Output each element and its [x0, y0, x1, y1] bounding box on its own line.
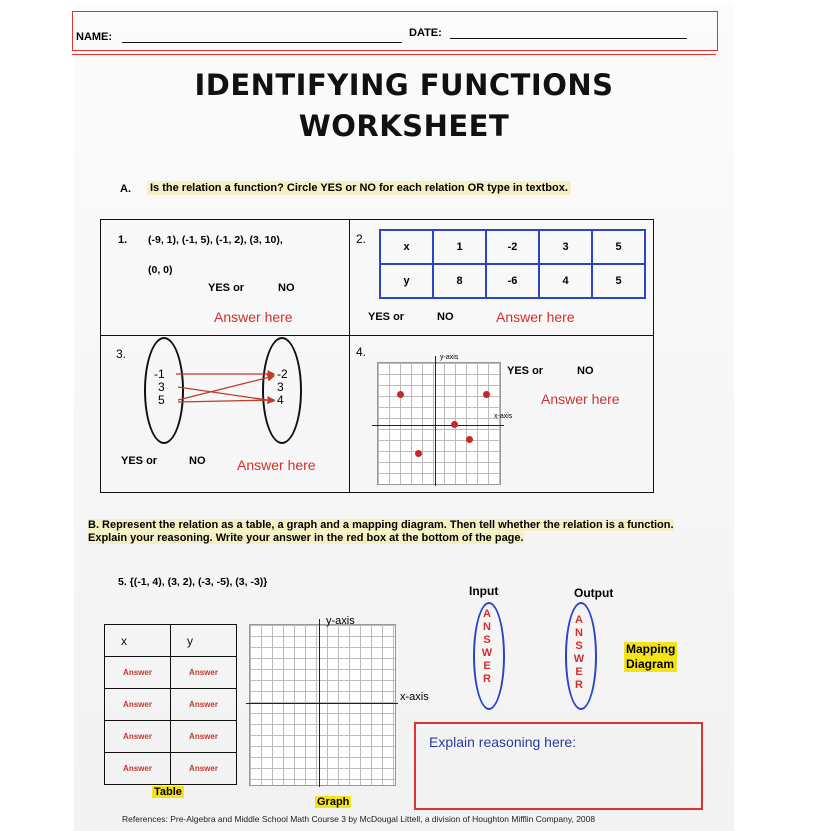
table-header-y: y — [171, 625, 237, 657]
problem1-number: 1. — [118, 234, 128, 246]
letter: N — [483, 621, 491, 633]
problem2-cell: x — [380, 230, 433, 264]
worksheet-page — [74, 4, 734, 831]
table-cell-answer[interactable]: Answer — [105, 689, 171, 721]
problem4-no[interactable]: NO — [577, 365, 594, 377]
problem2-cell: 1 — [433, 230, 486, 264]
header-box — [72, 11, 718, 51]
letter: E — [483, 660, 491, 672]
problem2-answer-field[interactable]: Answer here — [496, 309, 575, 325]
letter: S — [483, 634, 491, 646]
problem2-cell: y — [380, 264, 433, 298]
table-cell-answer[interactable]: Answer — [105, 721, 171, 753]
problem2-cell: 8 — [433, 264, 486, 298]
letter: W — [573, 653, 585, 665]
problem2-y-row — [380, 264, 645, 298]
problem3-answer-field[interactable]: Answer here — [237, 457, 316, 473]
problem2-cell: -6 — [486, 264, 539, 298]
table-header-row — [105, 625, 237, 657]
references-footer: References: Pre-Algebra and Middle School Math Course 3 by McDougal Littell, a division of Houghton Mifflin Company, 2008 — [122, 814, 596, 824]
section-a-instruction: Is the relation a function? Circle YES or NO for each relation OR type in textbox. — [147, 181, 571, 195]
letter: E — [575, 666, 583, 678]
graph-point — [451, 421, 458, 428]
graph-point — [415, 450, 422, 457]
problem4-yes[interactable]: YES or — [507, 365, 544, 377]
grid-vertical-divider — [349, 219, 350, 493]
domain-value: -1 — [154, 367, 165, 381]
table-cell-answer[interactable]: Answer — [105, 657, 171, 689]
problem2-cell: 5 — [592, 230, 645, 264]
name-label: NAME: — [76, 31, 113, 43]
problem2-yes[interactable]: YES or — [368, 311, 405, 323]
output-answer-letters — [571, 614, 587, 692]
explain-reasoning-label: Explain reasoning here: — [429, 734, 577, 750]
problem2-no[interactable]: NO — [437, 311, 454, 323]
problem1-relation-line2: (0, 0) — [148, 264, 173, 276]
arrow-5-to-4 — [178, 400, 274, 402]
letter: A — [575, 614, 583, 626]
table-cell-answer[interactable]: Answer — [171, 657, 237, 689]
input-answer-letters — [479, 608, 495, 686]
table-cell-answer[interactable]: Answer — [171, 689, 237, 721]
problem2-number: 2. — [356, 232, 367, 246]
grid-horizontal-divider — [100, 335, 654, 336]
table-row — [105, 657, 237, 689]
problem1-answer-field[interactable]: Answer here — [214, 309, 293, 325]
output-label: Output — [574, 586, 614, 600]
problem2-x-row — [380, 230, 645, 264]
problem4-answer-field[interactable]: Answer here — [541, 391, 620, 407]
problem4-number: 4. — [356, 345, 367, 359]
problem2-cell: 3 — [539, 230, 592, 264]
letter: R — [575, 679, 583, 691]
domain-value: 3 — [158, 380, 165, 394]
table-header-x: x — [105, 625, 171, 657]
letter: S — [575, 640, 583, 652]
page-title-line2: WORKSHEET — [298, 109, 510, 143]
table-cell-answer[interactable]: Answer — [105, 753, 171, 785]
letter: W — [481, 647, 493, 659]
range-value: 4 — [277, 393, 284, 407]
graph-point — [466, 436, 473, 443]
problem5-graph[interactable] — [249, 624, 396, 786]
problem3-no[interactable]: NO — [189, 455, 206, 467]
name-field[interactable] — [122, 42, 402, 43]
date-field[interactable] — [450, 38, 687, 39]
range-value: -2 — [277, 367, 288, 381]
problem3-yes[interactable]: YES or — [121, 455, 158, 467]
problem2-cell: 5 — [592, 264, 645, 298]
section-a-letter: A. — [120, 183, 131, 195]
problem1-no[interactable]: NO — [278, 282, 295, 294]
problem4-x-axis-label: x-axis — [494, 413, 513, 420]
letter: R — [483, 673, 491, 685]
problem2-table — [379, 229, 646, 299]
mapping-label-line2: Diagram — [626, 657, 675, 671]
section-b-text: B. Represent the relation as a table, a graph and a mapping diagram. Then tell whether the relation is a function. Explain your reasoning. Write your answer in the red box at the bottom of the page. — [88, 519, 674, 544]
problem5-x-axis — [246, 703, 398, 704]
problem5-x-axis-label: x-axis — [400, 691, 429, 703]
letter: N — [575, 627, 583, 639]
problem2-cell: -2 — [486, 230, 539, 264]
table-cell-answer[interactable]: Answer — [171, 721, 237, 753]
mapping-diagram-label — [624, 642, 677, 672]
table-cell-answer[interactable]: Answer — [171, 753, 237, 785]
problem1-relation-line1: (-9, 1), (-1, 5), (-1, 2), (3, 10), — [148, 234, 283, 246]
problem4-y-axis — [435, 356, 436, 486]
date-label: DATE: — [409, 27, 442, 39]
section-b-instruction — [88, 519, 688, 545]
arrow-3-to-4 — [178, 387, 274, 401]
table-row — [105, 753, 237, 785]
table-row — [105, 689, 237, 721]
problem5-table[interactable] — [104, 624, 237, 785]
page-title-line1: IDENTIFYING FUNCTIONS — [194, 68, 614, 102]
problem4-y-axis-label: y-axis — [440, 354, 459, 361]
input-label: Input — [469, 584, 499, 598]
graph-label: Graph — [317, 796, 350, 808]
header-divider — [72, 54, 716, 55]
problem5-y-axis-label: y-axis — [326, 615, 355, 627]
problem3-number: 3. — [116, 347, 127, 361]
table-label: Table — [154, 786, 182, 798]
problem4-graph — [377, 362, 501, 485]
graph-point — [483, 391, 490, 398]
problem2-cell: 4 — [539, 264, 592, 298]
domain-value: 5 — [158, 393, 165, 407]
range-value: 3 — [277, 380, 284, 394]
problem1-yes[interactable]: YES or — [208, 282, 245, 294]
problem5-relation: 5. {(-1, 4), (3, 2), (-3, -5), (3, -3)} — [118, 576, 268, 588]
graph-point — [397, 391, 404, 398]
mapping-label-line1: Mapping — [626, 642, 676, 656]
problem4-x-axis — [372, 425, 504, 426]
mapping-arrows — [164, 364, 284, 414]
letter: A — [483, 608, 491, 620]
table-row — [105, 721, 237, 753]
arrow-5-to-neg2 — [178, 376, 274, 400]
